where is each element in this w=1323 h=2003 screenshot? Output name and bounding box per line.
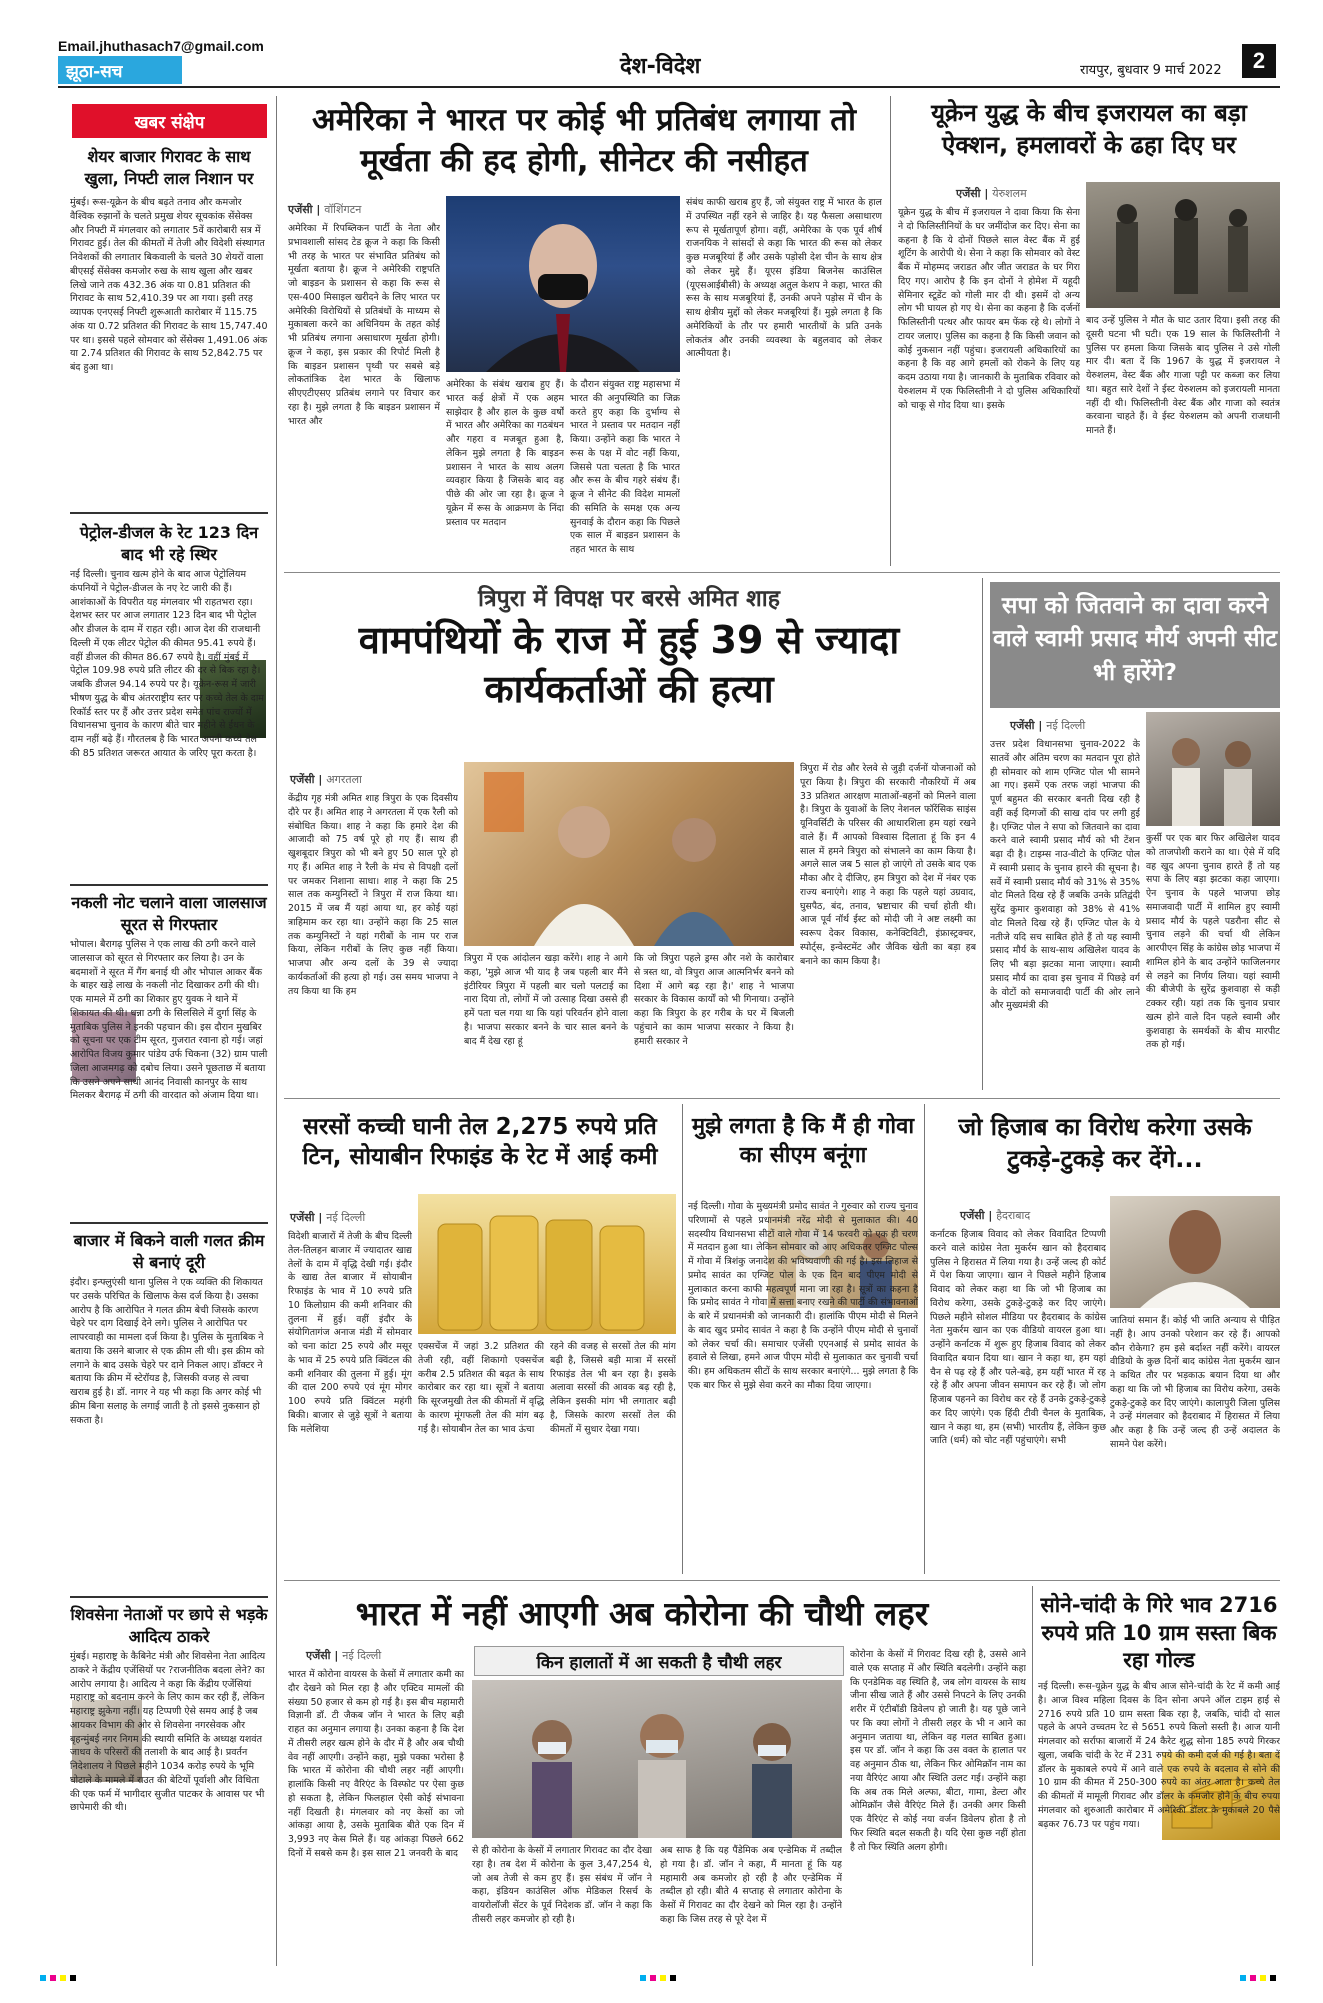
brief-headline: बाजार में बिकने वाली गलत क्रीम से बनाएं दूरी [73, 1231, 265, 1272]
crowd-illustration [1146, 712, 1280, 826]
place: वॉशिंगटन [324, 203, 362, 216]
byline: एजेंसी | हैदराबाद [960, 1209, 1031, 1222]
place: नई दिल्ली [326, 1211, 366, 1224]
place: नई दिल्ली [342, 1649, 382, 1662]
print-registration-strip [40, 1972, 1280, 1982]
sidebar-title: खबर संक्षेप [72, 104, 267, 138]
soldiers-illustration [1086, 182, 1280, 308]
section-rule [284, 1098, 1280, 1099]
brief-headline: शेयर बाजार गिरावट के साथ खुला, निफ्टी लाल निशान पर [84, 147, 254, 188]
sidebar-divider [70, 884, 268, 886]
byline: एजेंसी | येरुशलम [956, 187, 1027, 200]
place: येरुशलम [992, 187, 1027, 200]
swami-prasad-photo [1146, 712, 1280, 826]
story-body: के दौरान संयुक्त राष्ट्र महासभा में भारत की अनुपस्थिति का जिक्र करते हुए कहा कि दुर्भाग्य से भारत ने प्रस्ताव पर मतदान नहीं किया। उन्होंने कहा कि भारत ने रूस के पक्ष में वोट नहीं किया, जिससे पता चलता है कि भारत और रूस के बीच गहरे संबंध हैं। क्रूज ने सीनेट की विदेश मामलों की समिति के समक्ष एक अन्य सुनवाई के दौरान कहा कि पिछले एक साल में बाइडन प्रशासन के तहत भारत के साथ [570, 379, 680, 555]
story-body: कुर्सी पर एक बार फिर अखिलेश यादव को ताजपोशी कराने का था। ऐसे में यदि वह खुद अपना चुनाव हारते हैं तो यह सपा के लिए बड़ा झटका कहा जाएगा। ऐन चुनाव के पहले भाजपा छोड़ समाजवादी पार्टी में शामिल हुए स्वामी प्रसाद मौर्य के पहले पडरौना सीट से चुनाव लड़ने की चर्चा थी लेकिन आरपीएन सिंह के कांग्रेस छोड़ भाजपा में शामिल होने के बाद उन्होंने फाजिलनगर से लड़ने का निर्णय लिया। यहां स्वामी की बीजेपी के सुरेंद्र कुशवाहा से कड़ी टक्कर रही। यहां तक कि चुनाव प्रचार खत्म होने वाले दिन पहले स्वामी और कुशवाहा के समर्थकों के बीच मारपीट तक हो गई। [1146, 833, 1280, 1051]
story-headline: जो हिजाब का विरोध करेगा उसके टुकड़े-टुकड़े कर देंगे... [958, 1113, 1252, 1173]
amit-shah-photo [464, 762, 794, 946]
agency: एजेंसी [956, 187, 981, 200]
dateline: रायपुर, बुधवार 9 मार्च 2022 [1080, 63, 1222, 78]
column-rule [1032, 1586, 1033, 1966]
contact-email: Email.jhuthasach7@gmail.com [58, 38, 264, 54]
story-subhead: किन हालातों में आ सकती है चौथी लहर [474, 1646, 844, 1676]
portrait-illustration [446, 196, 680, 372]
story-headline: वामपंथियों के राज में हुई 39 से ज्यादा कार्यकर्ताओं की हत्या [358, 618, 900, 712]
byline: एजेंसी | अगरतला [290, 773, 362, 786]
agency: एजेंसी [1010, 719, 1035, 732]
sidebar-divider [70, 1222, 268, 1224]
story-body: बाद उन्हें पुलिस ने मौत के घाट उतार दिया। इसी तरह की दूसरी घटना भी घटी। एक 19 साल के फिलिस्तीनी ने पुलिस पर हमला किया जिसके बाद पुलिस ने उसे गोली मार दी। बता दें कि 1967 के युद्ध में इजरायल ने येरुशलम, वेस्ट बैंक और गाजा पट्टी पर कब्जा कर लिया था। बहुत सारे देशों ने ईस्ट येरुशलम को इजरायली मानता नहीं दी थी। फिलिस्तीनी वेस्ट बैंक और गाजा को स्वतंत्र करवाना चाहते हैं। वे ईस्ट येरुशलम को अपनी राजधानी मानते हैं। [1086, 315, 1280, 436]
rally-illustration [464, 762, 794, 946]
brief-body: भोपाल। बैरागढ़ पुलिस ने एक लाख की ठगी करने वाले जालसाज को सूरत से गिरफ्तार कर लिया है। उन के बदमाशों ने सूरत में गैंग बनाई थी और भोपाल आकर बैंक के बाहर खड़े लाख के नकली नोट दिखाकर ठगी की थी। एक मामले में ठगी का शिकार हुए युवक ने थाने में शिकायत की थी। धन्ना ठगी के सिलसिले में दुर्गा सिंह के मुताबिक पुलिस ने इनकी पहचान की। इस दौरान मुखबिर को सूचना पर एक टीम सूरत, गुजरात रवाना हो गई। जहां आरोपित विजय कुमार पांडेय उर्फ चिकना (32) ग्राम पाली जिला आजमगढ़ को दबोच लिया। उसने पूछताछ में बताया कि उसने अपने साथी आनंद निवासी कानपुर के साथ मिलकर बैरागढ़ में ठगी की वारदात को अंजाम दिया था। [70, 939, 268, 1102]
story-body: अब साफ है कि यह पैंडेमिक अब एन्डेमिक में तब्दील हो गया है। डॉ. जॉन ने कहा, मैं मानता हूं कि यह महामारी अब कमजोर हो रही है और एन्डेमिक में तब्दील हो रही। बीते 4 सप्ताह से लगातार कोरोना के केसों में गिरावट का दौर देखने को मिल रहा है। उन्होंने कहा कि जिस तरह से पूरे देश में [660, 1845, 842, 1925]
brief-body: मुंबई। महाराष्ट्र के कैबिनेट मंत्री और शिवसेना नेता आदित्य ठाकरे ने केंद्रीय एजेंसियों पर ?राजनीतिक बदला लेने? का आरोप लगाया है। आदित्य ने कहा कि केंद्रीय एजेंसियां महाराष्ट्र को बदनाम करने के लिए काम कर रही हैं, लेकिन महाराष्ट्र झुकेगा नहीं। यह टिप्पणी ऐसे समय आई है जब आयकर विभाग की ओर से शिवसेना नगरसेवक और बृहन्मुंबई नगर निगम की स्थायी समिति के अध्यक्ष यशवंत जाधव के परिसरों की तलाशी के बाद आई है। प्रवर्तन निदेशालय ने पिछले महीने 1034 करोड़ रुपये के भूमि घोटाले के मामले में राउत की बेटियों पूर्वाशी और विधिता की एक फर्म में भागीदार सुजीत पाटकर के आवास पर भी छापेमारी की थी। [70, 1651, 266, 1814]
joe-biden-photo [446, 196, 680, 372]
story-body: कोरोना के केसों में गिरावट दिख रही है, उससे आने वाले एक सप्ताह में और स्थिति बदलेगी। उन्होंने कहा कि एनडेमिक वह स्थिति है, जब लोग वायरस के साथ जीना सीख जाते हैं और उससे निपटने के लिए उनकी शरीर में एंटीबॉडी डिवेलप हो जाती है। यह पूछे जाने पर कि क्या लोगों ने तीसरी लहर के भी न आने का अनुमान जताया था, लेकिन वह गलत साबित हुआ। इस पर डॉ. जॉन ने कहा कि उस वक्त के हालात पर वह अनुमान ठीक था, लेकिन फिर ओमिक्रॉन नाम का नया वैरिएंट आया और स्थिति उलट गई। उन्होंने कहा कि अब तक मिले अल्फा, बीटा, गामा, डेल्टा और ओमिक्रॉन जैसे वैरिएंट मिले हैं। उनकी अगर किसी एक वैरिएंट से कोई नया वर्जन डिवेलप होता है तो फिर स्थिति बदल सकती है। यदि ऐसा कुछ नहीं होता है तो फिर स्थिति अलग होगी। [850, 1649, 1026, 1853]
column-rule [890, 96, 891, 566]
brief-headline: शिवसेना नेताओं पर छापे से भड़के आदित्य ठाकरे [70, 1605, 268, 1646]
story-headline: सरसों कच्ची घानी तेल 2,275 रुपये प्रति टिन, सोयाबीन रिफाइंड के रेट में आई कमी [302, 1114, 658, 1171]
byline: एजेंसी | नई दिल्ली [290, 1211, 366, 1224]
story-body: यूक्रेन युद्ध के बीच में इजरायल ने दावा किया कि सेना ने दो फिलिस्तीनियों के घर जमींदोज कर दिए। सेना का कहना है कि ये दोनों पिछले साल वेस्ट बैंक में हुई शूटिंग के आरोपी थे। सेना ने कहा कि सोमवार को वेस्ट बैंक में मोहम्मद जराडत और जीत जराडत के घर गिरा दिए गए। आरोप है कि इन दोनों ने होमेश में यहूदी सेमिनार स्टूडेंट को गोली मार दी थी। इसमें दो अन्य लोग भी घायल हो गए थे। सेना का कहना है कि दर्जनों फिलिस्तीनी पत्थर और फायर बम फेंक रहे थे। लोगों ने टायर जलाए। पुलिस का कहना है कि किसी जवान को कोई नुकसान नहीं पहुंचा। इजरायली अधिकारियों का कहना है कि वह आगे हमलों को रोकने के लिए यह कदम उठाया गया है। जानकारी के मुताबिक रविवार को येरुशलम में एक फिलिस्तीनी ने दो पुलिस अधिकारियों को चाकू से गोद दिया था। इसके [898, 207, 1080, 411]
story-body: भारत में कोरोना वायरस के केसों में लगातार कमी का दौर देखने को मिल रहा है और एक्टिव मामलों की संख्या 50 हजार से कम हो गई है। इस बीच महामारी विज्ञानी डॉ. टी जैकब जॉन ने भारत के लिए बड़ी राहत का अनुमान लगाया है। उनका कहना है कि देश में तीसरी लहर खत्म होने के दौर में है और अब चौथी वेव नहीं आएगी। उन्होंने कहा, मुझे पक्का भरोसा है कि भारत में कोरोना की चौथी लहर नहीं आएगी। हालांकि किसी नए वैरिएंट के विस्फोट पर ऐसा कुछ हो सकता है, लेकिन फिलहाल ऐसी कोई संभावना नहीं दिखती है। मंगलवार को नए केसों का जो आंकड़ा आया है, उसके मुताबिक बीते एक दिन में 3,993 नए केस मिले हैं। यह आंकड़ा पिछले 662 दिनों में सबसे कम है। इस साल 21 जनवरी के बाद [288, 1669, 464, 1859]
story-headline: भारत में नहीं आएगी अब कोरोना की चौथी लहर [355, 1594, 929, 1633]
column-rule [982, 578, 983, 1090]
story-body: रहने की वजह से सरसों तेल की मांग बढ़ी है, जिससे बड़ी मात्रा में सरसों रिफाइंड तेल भी बन रहा है। इसके अलावा सरसों की आवक बढ़ रही है, लेकिन इसकी मांग भी लगातार बढ़ी है, जिसके कारण सरसों तेल की कीमतों में सुधार देखा गया। [550, 1341, 676, 1435]
place: नई दिल्ली [1046, 719, 1086, 732]
story-body: उत्तर प्रदेश विधानसभा चुनाव-2022 के सातवें और अंतिम चरण का मतदान पूरा होते ही सोमवार को शाम एग्जिट पोल भी सामने आ गए। इसमें एक तरफ जहां भाजपा की पूर्ण बहुमत की सरकार बनती दिख रही है वहीं कई दिग्गजों की साख दांव पर लगी हुई है। एग्जिट पोल ने सपा को जितवाने का दावा करने वाले स्वामी प्रसाद मौर्य को भी टेंशन बढ़ा दी है। टाइम्स नाउ-वीटो के एग्जिट पोल में स्वामी प्रसाद के चुनाव हारने की सूचना है। सर्वे में स्वामी प्रसाद मौर्य को 31% से 35% वोट मिलते दिख रहे हैं जबकि उनके प्रतिद्वंदी सुरेंद्र कुमार कुशवाहा को 38% से 41% वोट मिलते दिख रहे हैं। एग्जिट पोल के ये नतीजे यदि सच साबित होते हैं तो यह स्वामी प्रसाद मौर्य के साथ-साथ अखिलेश यादव के लिए भी बड़ा झटका माना जाएगा। स्वामी प्रसाद मौर्य का दावा इस चुनाव में पिछड़े वर्ग के वोटों को समाजवादी पार्टी की ओर लाने और मुख्यमंत्री की [990, 739, 1140, 1012]
brand-badge: झूठा-सच [58, 56, 182, 84]
story-body: एक्सचेंज में जहां 3.2 प्रतिशत की तेजी रही, वहीं शिकागो एक्सचेंज करीब 2.5 प्रतिशत की बढ़त के साथ कारोबार कर रहा था। सूत्रों ने बताया कि सूरजमुखी तेल की कीमतों में वृद्धि के कारण मूंगफली तेल की मांग बढ़ गई है। सोयाबीन तेल का भाव ऊंचा [418, 1341, 544, 1435]
sidebar-divider [70, 1596, 268, 1598]
story-body: नई दिल्ली। गोवा के मुख्यमंत्री प्रमोद सावंत ने गुरुवार को राज्य चुनाव परिणामों से पहले प्रधानमंत्री नरेंद्र मोदी से मुलाकात की। 40 सदस्यीय विधानसभा सीटों वाले गोवा में 14 फरवरी को एक ही चरण में मतदान हुआ था। लेकिन सोमवार को आए अधिकतर एग्जिट पोल्स में गोवा में त्रिशंकु जनादेश की भविष्यवाणी की गई है। इस लिहाज से प्रमोद सावंत का एग्जिट पोल के एक दिन बाद पीएम मोदी से मुलाकात करना काफी महत्वपूर्ण माना जा रहा है। सूत्रों का कहना है कि प्रमोद सावंत ने गोवा में सत्ता बनाए रखने की पार्टी की संभावनाओं के बारे में प्रधानमंत्री को जानकारी दी। हालांकि पीएम मोदी से मिलने के बाद खुद प्रमोद सावंत ने कहा है कि उन्होंने पीएम मोदी से चुनावों को लेकर चर्चा की। समाचार एजेंसी एएनआई से प्रमोद सावंत के हवाले से लिखा, हमने आज पीएम मोदी से मुलाकात कर चुनावी चर्चा की। हम अधिकतम सीटों के साथ सरकार बनाएंगे... मुझे लगता है कि एक बार फिर से मुझे सेवा करने का मौका दिया जाएगा। [688, 1201, 918, 1391]
column-rule [276, 96, 277, 1966]
story-body: अमेरिका में रिपब्लिकन पार्टी के नेता और प्रभावशाली सांसद टेड क्रूज ने कहा कि किसी भी तरह के भारत पर संभावित प्रतिबंध को मूर्खता बताया है। क्रूज ने अमेरिकी राष्ट्रपति जो बाइडन के प्रशासन से कहा कि रूस से एस-400 मिसाइल खरीदने के लिए भारत पर अमेरिकी विरोधियों से प्रतिबंधों के माध्यम से मुकाबला करने का अधिनियम के तहत कोई भी प्रतिबंध लगाना असाधारण मूर्खता होगी। क्रूज ने कहा, इस प्रकार की रिपोर्ट मिली है कि बाइडन प्रशासन पृथ्वी पर सबसे बड़े लोकतांत्रिक देश भारत के खिलाफ सीएएटीएसए प्रतिबंध लगाने पर विचार कर रहा है। मुझे लगता है कि बाइडन प्रशासन में भारत और [288, 223, 440, 427]
story-headline: अमेरिका ने भारत पर कोई भी प्रतिबंध लगाया तो मूर्खता की हद होगी, सीनेटर की नसीहत [312, 102, 856, 179]
portrait-illustration [1110, 1196, 1280, 1308]
byline: एजेंसी | नई दिल्ली [306, 1649, 382, 1662]
story-headline: सपा को जितवाने का दावा करने वाले स्वामी प्रसाद मौर्य अपनी सीट भी हारेंगे? [990, 582, 1280, 708]
story-body: विदेशी बाजारों में तेजी के बीच दिल्ली तेल-तिलहन बाजार में ज्यादातर खाद्य तेलों के दाम में वृद्धि देखी गई। इंदौर के खाद्य तेल बाजार में सोयाबीन रिफाइंड के भाव में 10 रुपये प्रति 10 किलोग्राम की कमी शनिवार की तुलना में हुई। वहीं इंदौर के संयोगितागंज अनाज मंडी में सोमवार को चना कांटा 25 रुपये और मसूर के भाव में 25 रुपये प्रति क्विंटल की कमी शनिवार की तुलना में हुई। मूंग की दाल 200 रुपये एवं मूंग मोगर 100 रुपये प्रति क्विंटल महंगी बिकी। बाजार से जुड़े सूत्रों ने बताया कि मलेशिया [288, 1231, 412, 1435]
sidebar-divider [70, 512, 268, 514]
section-title: देश-विदेश [620, 54, 701, 79]
story-body: कर्नाटक हिजाब विवाद को लेकर विवादित टिप्पणी करने वाले कांग्रेस नेता मुकर्रम खान को हैदराबाद पुलिस ने हिरासत में लिया गया है। उन्हें जल्द ही कोर्ट में पेश किया जाएगा। खान ने पिछले महीने हिजाब विवाद को लेकर कहा था कि जो भी हिजाब का विरोध करेगा, उसके टुकड़े-टुकड़े कर दिए जाएंगे। पिछले महीने सोशल मीडिया पर हैदराबाद के कांग्रेस नेता मुकर्रम खान का एक वीडियो वायरल हुआ था। उन्होंने कर्नाटक में शुरू हुए हिजाब विवाद को लेकर विवादित बयान दिया था। खान ने कहा था, हम यहां चैन से पढ़ रहे हैं और पले-बढ़े, हम यहीं भारत में रह रहे हैं और अपना जीवन समापन कर रहे हैं। जो लोग हिजाब पहनने का विरोध कर रहे हैं उनके टुकड़े-टुकड़े कर दिए जाएंगे। एक हिंदी टीवी चैनल के मुताबिक, खान ने कहा था, हम (सभी) भारतीय हैं, लेकिन कुछ जाति (धर्म) को चोट नहीं पहुंचाएंगे। सभी [930, 1229, 1106, 1447]
brief-body: मुंबई। रूस-यूक्रेन के बीच बढ़ते तनाव और कमजोर वैश्विक रुझानों के चलते प्रमुख शेयर सूचकांक सेंसेक्स और निफ्टी में मंगलवार को लगातार 5वें कारोबारी सत्र में गिरावट हुई। तेल की कीमतों में तेजी और विदेशी संस्थागत निवेशकों की लगातार बिकवाली के चलते 30 शेयरों वाला बीएसई सेंसेक्स कमजोर रुख के साथ खुला और खबर लिखे जाने तक 432.36 अंक या 0.81 प्रतिशत की गिरावट के साथ 52,410.39 पर आ गया। इसी तरह व्यापक एनएसई निफ्टी शुरूआती कारोबार में 115.75 अंक या 0.72 प्रतिशत की गिरावट के साथ 15,747.40 पर था। इससे पहले सोमवार को सेंसेक्स 1,491.06 अंक या 2.74 प्रतिशत की गिरावट के साथ 52,842.75 पर बंद हुआ था। [70, 197, 268, 374]
brief-body: इंदौर। इन्फ्लुएंसी थाना पुलिस ने एक व्यक्ति की शिकायत पर उसके परिचित के खिलाफ केस दर्ज किया है। उसका आरोप है कि आरोपित ने गलत क्रीम बेची जिसके कारण चेहरे पर दाग दिखाई देने लगे। पुलिस ने आरोपित पर लापरवाही का मामला दर्ज किया है। पुलिस के मुताबिक ने बताया कि उसने बाजार से एक क्रीम ली थी। इस क्रीम को लगाने के बाद उसके चेहरे पर दाने निकल आए। डॉक्टर ने बताया कि क्रीम में स्टेरॉयड है, जिसकी वजह से त्वचा खराब हुई है। डॉ. नागर ने यह भी कहा कि अगर कोई भी क्रीम बिना सलाह के लगाई जाती है तो इससे नुकसान हो सकता है। [70, 1277, 265, 1426]
masthead-rule [58, 86, 1280, 88]
soldiers-photo [1086, 182, 1280, 308]
column-rule [682, 1104, 683, 1574]
agency: एजेंसी [290, 773, 315, 786]
section-rule [284, 1580, 1280, 1581]
oil-bottles-photo [418, 1194, 676, 1334]
story-body: जातियां समान हैं। कोई भी जाति अन्याय से पीड़ित नहीं है। आप उनको परेशान कर रहे हैं। आपको कौन रोकेगा? हम इसे बर्दाश्त नहीं करेंगे। वायरल वीडियो के कुछ दिनों बाद कांग्रेस नेता मुकर्रम खान ने कथित तौर पर भड़काऊ बयान दिया था और कहा था कि जो भी हिजाब का विरोध करेगा, उसके टुकड़े-टुकड़े कर दिए जाएंगे। कालापुरी जिला पुलिस ने उन्हें मंगलवार को हैदराबाद में हिरासत में लिया और कहा है कि उन्हें जल्द ही उन्हें अदालत के सामने पेश करेंगे। [1110, 1315, 1280, 1450]
agency: एजेंसी [960, 1209, 985, 1222]
agency: एजेंसी [306, 1649, 331, 1662]
story-body: केंद्रीय गृह मंत्री अमित शाह त्रिपुरा के एक दिवसीय दौरे पर हैं। अमित शाह ने अगरतला में एक रैली को संबोधित किया। शाह ने कहा कि हमारे देश की आजादी को 75 वर्ष पूरे हो गए हैं। साथ ही खुशबूदार त्रिपुरा को भी बने हुए 50 साल पूरे हो गए हैं। अमित शाह ने रैली के मंच से विपक्षी दलों पर जमकर निशाना साधा। शाह ने कहा कि 25 साल तक कम्युनिस्टों ने त्रिपुरा में राज किया था। 2015 में जब मैं यहां आया था, हर कोई यहां त्राहिमाम कर रहा था। उन्होंने कहा कि 25 साल तक कम्युनिस्टों ने यहां गरीबों के नाम पर राज किया, लेकिन गरीबों के लिए कुछ नहीं किया। भाजपा और अन्य दलों के 39 से ज्यादा कार्यकर्ताओं की हत्या हो गई। उस समय भाजपा ने तय किया था कि हम [288, 793, 458, 997]
agency: एजेंसी [288, 203, 313, 216]
place: हैदराबाद [996, 1209, 1031, 1222]
byline: एजेंसी | वॉशिंगटन [288, 203, 362, 216]
story-body: त्रिपुरा में रोड और रेलवे से जुड़ी दर्जनों योजनाओं को पूरा किया है। त्रिपुरा की सरकारी नौकरियों में अब 33 प्रतिशत आरक्षण माताओं-बहनों को मिलने वाला है। त्रिपुरा के युवाओं के लिए नेशनल फॉरेंसिक साइंस यूनिवर्सिटी के परिसर की आधारशिला हम यहां रखने वाले हैं। मैं आपको विश्वास दिलाता हूं कि इन 4 साल में हमने त्रिपुरा को संभालने का काम किया है। अगले साल जब 5 साल हो जाएंगे तो उसके बाद एक मौका और दे दीजिए, हम त्रिपुरा को देश में नंबर एक राज्य बनाएंगे। शाह ने कहा कि पहले यहां उग्रवाद, घुसपैठ, बंद, तनाव, भ्रष्टाचार की चर्चा होती थी। आज पूर्व नॉर्थ ईस्ट को मोदी जी ने अष्ट लक्ष्मी का स्वरूप देकर विकास, कनेक्टिविटी, इंफ्रास्ट्रक्चर, स्पोर्ट्स, इन्वेस्टमेंट और जैविक खेती का बड़ा हब बनाने का काम किया है। [800, 763, 976, 967]
place: अगरतला [326, 773, 362, 786]
bottles-illustration [418, 1194, 676, 1334]
section-rule [284, 572, 1280, 573]
story-headline: सोने-चांदी के गिरे भाव 2716 रुपये प्रति 10 ग्राम सस्ता बिक रहा गोल्ड [1040, 1593, 1278, 1673]
brief-headline: नकली नोट चलाने वाला जालसाज सूरत से गिरफ्तार [71, 893, 267, 934]
story-body: नई दिल्ली। रूस-यूक्रेन युद्ध के बीच आज सोने-चांदी के रेट में कमी आई है। आज विश्व महिला दिवस के दिन सोना अपने ऑल टाइम हाई से 2716 रुपये प्रति 10 ग्राम सस्ता बिक रहा है, जबकि, चांदी दो साल पहले के अपने उच्चतम रेट से 5651 रुपये किलो सस्ती है। आज यानी मंगलवार को सर्राफा बाजारों में 24 कैरेट शुद्ध सोना 185 रुपये गिरकर खुला, जबकि चांदी के रेट में 231 रुपये की कमी दर्ज की गई है। बता दें डॉलर के मुकाबले रुपये में आने वाले एक रुपये के बदलाव से सोने की 10 ग्राम की कीमत में 250-300 रुपये का अंतर आता है। कच्चे तेल की कीमतों में मामूली गिरावट और डॉलर के कमजोर होने के बीच रुपया मंगलवार को शुरुआती कारोबार में अमेरिकी डॉलर के मुकाबले 20 पैसे बढ़कर 76.73 पर पहुंच गया। [1038, 1681, 1280, 1830]
story-kicker: त्रिपुरा में विपक्ष पर बरसे अमित शाह [478, 586, 780, 612]
byline: एजेंसी | नई दिल्ली [1010, 719, 1086, 732]
story-body: त्रिपुरा में एक आंदोलन खड़ा करेंगे। शाह ने आगे कहा, 'मुझे आज भी याद है जब पहली बार मैंने इंटीरियर त्रिपुरा में पहली बार चलो पलटाई का नारा दिया तो, लोगों में जो उत्साह दिखा उससे ही हमें पता चल गया था कि यहां परिवर्तन होने वाला है। भाजपा सरकार बनने के चार साल बनने के बाद मैं देख रहा हूं [464, 953, 628, 1047]
column-rule [924, 1104, 925, 1574]
mukarram-khan-photo [1110, 1196, 1280, 1308]
story-headline: यूक्रेन युद्ध के बीच इजरायल का बड़ा ऐक्शन, हमलावरों के ढहा दिए घर [931, 99, 1247, 159]
story-headline: मुझे लगता है कि मैं ही गोवा का सीएम बनूंगा [691, 1114, 915, 1169]
crowd-illustration [472, 1680, 842, 1838]
brief-body: नई दिल्ली। चुनाव खत्म होने के बाद आज पेट्रोलियम कंपनियों ने पेट्रोल-डीजल के नए रेट जारी की हैं। आशंकाओं के विपरीत यह मंगलवार भी राहतभरा रहा। देशभर स्तर पर आज लगातार 123 दिन बाद भी पेट्रोल और डीजल के दाम में राहत रही। आज देश की राजधानी दिल्ली में एक लीटर पेट्रोल की कीमत 95.41 रुपये हैं। वहीं डीजल की कीमत 86.67 रुपये है। वहीं मुंबई में पेट्रोल 109.98 रुपये प्रति लीटर की दर से बिक रहा है। जबकि डीजल 94.14 रुपये पर है। यूक्रेन-रूस में जारी भीषण युद्ध के बीच अंतरराष्ट्रीय स्तर पर कच्चे तेल के दाम रिकॉर्ड स्तर पर हैं और उत्तर प्रदेश समेत पांच राज्यों में विधानसभा चुनाव के कारण बीते चार महीने से ईंधन के दाम नहीं बढ़े हैं। गौरतलब है कि भारत अपनी कच्चे तेल की 85 प्रतिशत जरूरत आयात के जरिए पूरा करता है। [70, 569, 264, 759]
agency: एजेंसी [290, 1211, 315, 1224]
story-body: संबंध काफी खराब हुए हैं, जो संयुक्त राष्ट्र में भारत के हाल में उपस्थित नहीं रहने से जाहिर है। यह फैसला असाधारण रूप से मूर्खतापूर्ण होगा। वहीं, अमेरिका के एक पूर्व शीर्ष राजनयिक ने सांसदों से कहा कि भारत की रूस को लेकर कुछ मजबूरियां हैं और उसके पड़ोसी देश चीन के साथ क्षेत्र को लेकर मुद्दे हैं। यूएस इंडिया बिजनेस काउंसिल (यूएसआईबीसी) के अध्यक्ष अतुल केशप ने कहा, भारत की रूस के साथ मजबूरियां हैं, उनकी अपने पड़ोस में चीन के साथ क्षेत्रीय मुद्दों को लेकर मजबूरियां हैं। मुझे लगता है कि अमेरिकियों के तौर पर हमारी भारतीयों के प्रति उनके लोकतंत्र और उनकी व्यवस्था के बहुलवाद को लेकर आत्मीयता है। [686, 197, 882, 360]
story-body: से ही कोरोना के केसों में लगातार गिरावट का दौर देखा रहा है। तब देश में कोरोना के कुल 3,47,254 थे, जो अब तेजी से कम हुए हैं। इस संबंध में जॉन ने कहा, इंडियन काउंसिल ऑफ मेडिकल रिसर्च के वायरोलॉजी सेंटर के पूर्व निदेशक डॉ. जॉन ने कहा कि तीसरी लहर कमजोर हो रही है। [472, 1845, 652, 1925]
masked-crowd-photo [472, 1680, 842, 1838]
brief-headline: पेट्रोल-डीजल के रेट 123 दिन बाद भी रहे स्थिर [79, 523, 259, 564]
story-body: कि जो त्रिपुरा पहले ड्रग्स और नशे के कारोबार से त्रस्त था, वो त्रिपुरा आज आत्मनिर्भर बनने को दिशा में आगे बढ़ रहा है।' शाह ने भाजपा सरकार के विकास कार्यों को भी गिनाया। उन्होंने कहा कि त्रिपुरा के हर गरीब के घर में बिजली पहुंचाने का काम भाजपा सरकार ने किया है। हमारी सरकार ने [634, 953, 794, 1047]
page-number: 2 [1242, 44, 1276, 78]
story-body: अमेरिका के संबंध खराब हुए हैं। भारत कई क्षेत्रों में एक अहम साझेदार है और हाल के कुछ वर्षों में भारत और अमेरिका का गठबंधन और गहरा व मजबूत हुआ है, लेकिन मुझे लगता है कि बाइडन प्रशासन ने भारत के साथ अलग व्यवहार किया है जिसके बाद वह पीछे की ओर जा रहा है। क्रूज ने यूक्रेन में रूस के आक्रमण के निंदा प्रस्ताव पर मतदान [446, 379, 564, 528]
